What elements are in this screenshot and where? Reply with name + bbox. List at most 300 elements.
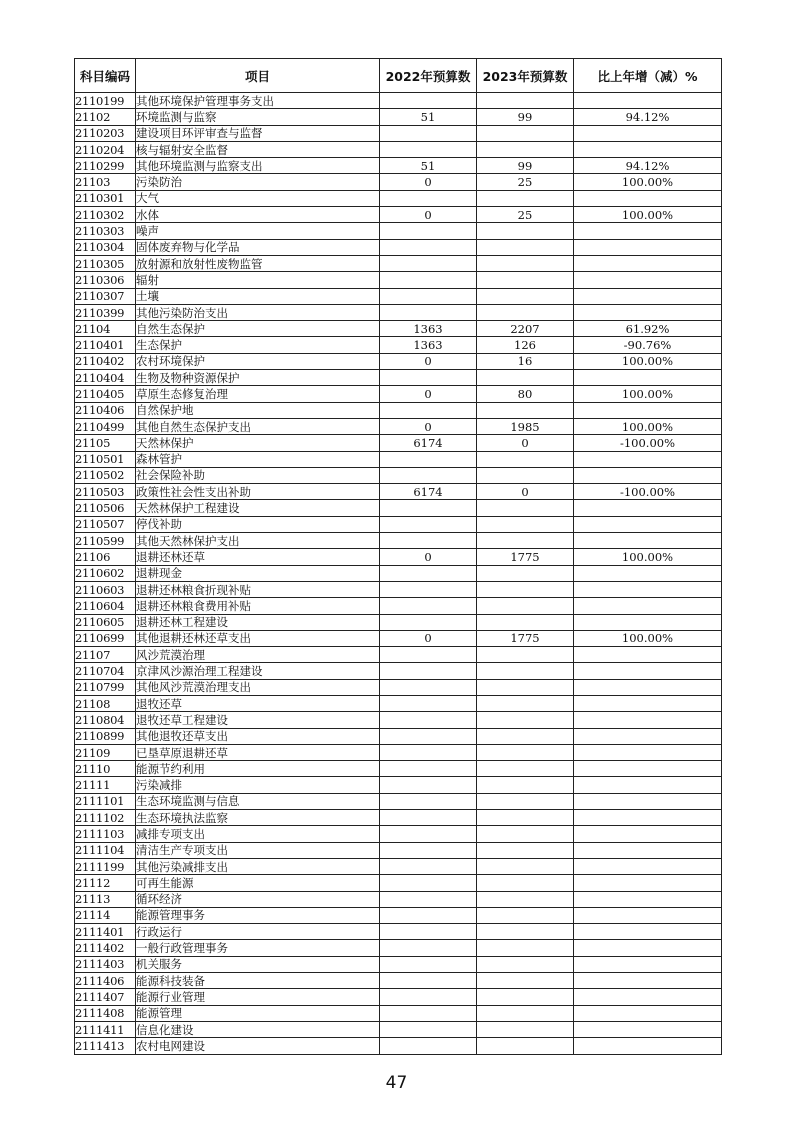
cell-code: 2110499 — [75, 418, 136, 434]
cell-code: 2110804 — [75, 712, 136, 728]
cell-item-name: 森林管护 — [136, 451, 380, 467]
cell-budget-2023 — [477, 826, 574, 842]
cell-change-percent — [574, 239, 722, 255]
cell-item-name: 生物及物种资源保护 — [136, 370, 380, 386]
cell-budget-2022 — [380, 728, 477, 744]
cell-budget-2022 — [380, 304, 477, 320]
cell-item-name: 京津风沙源治理工程建设 — [136, 663, 380, 679]
cell-code: 2111103 — [75, 826, 136, 842]
cell-budget-2023 — [477, 190, 574, 206]
table-row — [75, 712, 722, 728]
cell-code: 2111408 — [75, 1005, 136, 1021]
table-row — [75, 174, 722, 190]
cell-budget-2022 — [380, 272, 477, 288]
cell-budget-2023 — [477, 744, 574, 760]
cell-item-name: 生态环境监测与信息 — [136, 793, 380, 809]
cell-change-percent: 100.00% — [574, 207, 722, 223]
cell-budget-2022 — [380, 973, 477, 989]
cell-budget-2023 — [477, 370, 574, 386]
cell-code: 2110305 — [75, 255, 136, 271]
table-row — [75, 810, 722, 826]
cell-item-name: 停伐补助 — [136, 516, 380, 532]
cell-item-name: 风沙荒漠治理 — [136, 647, 380, 663]
table-row — [75, 1038, 722, 1054]
cell-budget-2023 — [477, 761, 574, 777]
cell-change-percent — [574, 777, 722, 793]
cell-code: 2110406 — [75, 402, 136, 418]
cell-item-name: 水体 — [136, 207, 380, 223]
cell-budget-2023 — [477, 467, 574, 483]
cell-budget-2022: 1363 — [380, 337, 477, 353]
cell-item-name: 农村环境保护 — [136, 353, 380, 369]
cell-item-name: 噪声 — [136, 223, 380, 239]
cell-budget-2023 — [477, 793, 574, 809]
cell-code: 2110503 — [75, 484, 136, 500]
table-row — [75, 973, 722, 989]
header-budget-2023: 2023年预算数 — [477, 59, 574, 93]
cell-code: 21105 — [75, 435, 136, 451]
table-row — [75, 451, 722, 467]
cell-change-percent — [574, 924, 722, 940]
table-row — [75, 1021, 722, 1037]
cell-item-name: 能源行业管理 — [136, 989, 380, 1005]
cell-change-percent: -90.76% — [574, 337, 722, 353]
cell-budget-2022 — [380, 581, 477, 597]
table-row — [75, 842, 722, 858]
cell-budget-2022: 51 — [380, 158, 477, 174]
table-row — [75, 516, 722, 532]
cell-item-name: 放射源和放射性废物监管 — [136, 255, 380, 271]
cell-change-percent — [574, 663, 722, 679]
cell-budget-2022 — [380, 924, 477, 940]
cell-budget-2023: 0 — [477, 484, 574, 500]
cell-budget-2022 — [380, 940, 477, 956]
cell-budget-2023: 2207 — [477, 321, 574, 337]
cell-budget-2023 — [477, 141, 574, 157]
cell-change-percent: 100.00% — [574, 386, 722, 402]
cell-code: 2110605 — [75, 614, 136, 630]
cell-change-percent — [574, 141, 722, 157]
cell-budget-2023 — [477, 875, 574, 891]
cell-budget-2022: 0 — [380, 174, 477, 190]
cell-code: 2110302 — [75, 207, 136, 223]
cell-budget-2022 — [380, 239, 477, 255]
cell-budget-2023 — [477, 516, 574, 532]
cell-change-percent — [574, 793, 722, 809]
cell-code: 21114 — [75, 907, 136, 923]
cell-budget-2023 — [477, 1038, 574, 1054]
table-row — [75, 581, 722, 597]
cell-budget-2022 — [380, 761, 477, 777]
cell-item-name: 其他污染防治支出 — [136, 304, 380, 320]
cell-budget-2022 — [380, 777, 477, 793]
cell-change-percent — [574, 761, 722, 777]
header-budget-2022: 2022年预算数 — [380, 59, 477, 93]
cell-change-percent — [574, 402, 722, 418]
cell-budget-2022 — [380, 125, 477, 141]
cell-item-name: 清洁生产专项支出 — [136, 842, 380, 858]
table-body — [75, 93, 722, 1055]
cell-budget-2023 — [477, 891, 574, 907]
cell-change-percent — [574, 875, 722, 891]
cell-item-name: 能源管理事务 — [136, 907, 380, 923]
cell-budget-2022 — [380, 288, 477, 304]
cell-budget-2022 — [380, 500, 477, 516]
cell-item-name: 自然保护地 — [136, 402, 380, 418]
cell-code: 21104 — [75, 321, 136, 337]
cell-code: 2110299 — [75, 158, 136, 174]
cell-budget-2023 — [477, 581, 574, 597]
cell-budget-2022 — [380, 679, 477, 695]
cell-budget-2023: 25 — [477, 174, 574, 190]
table-row — [75, 940, 722, 956]
cell-budget-2023 — [477, 777, 574, 793]
cell-budget-2022 — [380, 826, 477, 842]
cell-budget-2022 — [380, 223, 477, 239]
cell-item-name: 循环经济 — [136, 891, 380, 907]
cell-budget-2023: 99 — [477, 158, 574, 174]
cell-item-name: 机关服务 — [136, 956, 380, 972]
cell-budget-2022 — [380, 93, 477, 109]
cell-change-percent — [574, 288, 722, 304]
cell-change-percent — [574, 598, 722, 614]
cell-budget-2023 — [477, 728, 574, 744]
header-subject-code: 科目编码 — [75, 59, 136, 93]
cell-item-name: 社会保险补助 — [136, 467, 380, 483]
cell-code: 2110307 — [75, 288, 136, 304]
table-row — [75, 549, 722, 565]
cell-budget-2023 — [477, 304, 574, 320]
budget-table — [74, 58, 722, 1055]
cell-budget-2022: 0 — [380, 549, 477, 565]
cell-budget-2022: 6174 — [380, 484, 477, 500]
cell-budget-2023: 80 — [477, 386, 574, 402]
cell-code: 2110602 — [75, 565, 136, 581]
cell-code: 2111104 — [75, 842, 136, 858]
table-row — [75, 614, 722, 630]
cell-budget-2023 — [477, 288, 574, 304]
cell-change-percent — [574, 614, 722, 630]
table-row — [75, 598, 722, 614]
cell-budget-2023 — [477, 956, 574, 972]
cell-change-percent — [574, 647, 722, 663]
cell-code: 21110 — [75, 761, 136, 777]
cell-item-name: 污染防治 — [136, 174, 380, 190]
cell-budget-2023 — [477, 858, 574, 874]
cell-item-name: 天然林保护 — [136, 435, 380, 451]
table-row — [75, 858, 722, 874]
cell-budget-2022 — [380, 190, 477, 206]
cell-budget-2022 — [380, 565, 477, 581]
cell-code: 2110603 — [75, 581, 136, 597]
table-row — [75, 793, 722, 809]
cell-item-name: 一般行政管理事务 — [136, 940, 380, 956]
cell-budget-2023: 99 — [477, 109, 574, 125]
cell-item-name: 自然生态保护 — [136, 321, 380, 337]
cell-code: 2110402 — [75, 353, 136, 369]
cell-change-percent — [574, 1005, 722, 1021]
cell-change-percent — [574, 565, 722, 581]
cell-item-name: 其他环境保护管理事务支出 — [136, 93, 380, 109]
cell-change-percent — [574, 223, 722, 239]
cell-budget-2023 — [477, 223, 574, 239]
cell-change-percent — [574, 810, 722, 826]
cell-code: 2110899 — [75, 728, 136, 744]
cell-budget-2022 — [380, 1021, 477, 1037]
cell-code: 2111101 — [75, 793, 136, 809]
cell-change-percent: 100.00% — [574, 549, 722, 565]
cell-item-name: 生态保护 — [136, 337, 380, 353]
table-row — [75, 223, 722, 239]
cell-change-percent: 100.00% — [574, 418, 722, 434]
cell-item-name: 退耕现金 — [136, 565, 380, 581]
table-row — [75, 875, 722, 891]
cell-budget-2022: 6174 — [380, 435, 477, 451]
table-row — [75, 761, 722, 777]
cell-change-percent — [574, 1038, 722, 1054]
cell-change-percent — [574, 125, 722, 141]
header-row — [75, 59, 722, 93]
cell-budget-2023 — [477, 1021, 574, 1037]
table-row — [75, 304, 722, 320]
cell-item-name: 土壤 — [136, 288, 380, 304]
cell-item-name: 减排专项支出 — [136, 826, 380, 842]
cell-code: 2111413 — [75, 1038, 136, 1054]
cell-budget-2023 — [477, 598, 574, 614]
cell-budget-2023 — [477, 679, 574, 695]
cell-budget-2022 — [380, 858, 477, 874]
table-row — [75, 565, 722, 581]
table-row — [75, 239, 722, 255]
cell-budget-2023 — [477, 239, 574, 255]
cell-budget-2022: 1363 — [380, 321, 477, 337]
table-row — [75, 435, 722, 451]
cell-code: 2110604 — [75, 598, 136, 614]
cell-budget-2023: 1775 — [477, 630, 574, 646]
cell-budget-2022 — [380, 598, 477, 614]
cell-change-percent: -100.00% — [574, 484, 722, 500]
cell-change-percent — [574, 695, 722, 711]
cell-budget-2023 — [477, 940, 574, 956]
cell-code: 2110799 — [75, 679, 136, 695]
cell-code: 2110502 — [75, 467, 136, 483]
table-row — [75, 109, 722, 125]
cell-budget-2022 — [380, 647, 477, 663]
cell-change-percent — [574, 467, 722, 483]
cell-budget-2022: 0 — [380, 386, 477, 402]
table-row — [75, 288, 722, 304]
table-row — [75, 989, 722, 1005]
cell-budget-2023 — [477, 451, 574, 467]
cell-item-name: 辐射 — [136, 272, 380, 288]
cell-budget-2023: 0 — [477, 435, 574, 451]
cell-budget-2023: 126 — [477, 337, 574, 353]
cell-budget-2023 — [477, 533, 574, 549]
cell-budget-2023: 1775 — [477, 549, 574, 565]
table-row — [75, 907, 722, 923]
cell-change-percent — [574, 533, 722, 549]
cell-change-percent — [574, 907, 722, 923]
table-row — [75, 956, 722, 972]
header-item: 项目 — [136, 59, 380, 93]
cell-change-percent: 61.92% — [574, 321, 722, 337]
table-row — [75, 1005, 722, 1021]
cell-budget-2023 — [477, 402, 574, 418]
cell-change-percent — [574, 989, 722, 1005]
cell-item-name: 退牧还草 — [136, 695, 380, 711]
cell-item-name: 已垦草原退耕还草 — [136, 744, 380, 760]
cell-code: 2111407 — [75, 989, 136, 1005]
cell-budget-2022 — [380, 907, 477, 923]
cell-change-percent: 94.12% — [574, 109, 722, 125]
cell-budget-2023 — [477, 810, 574, 826]
cell-code: 2110303 — [75, 223, 136, 239]
cell-code: 2110501 — [75, 451, 136, 467]
cell-code: 21103 — [75, 174, 136, 190]
cell-code: 2111102 — [75, 810, 136, 826]
cell-change-percent — [574, 500, 722, 516]
cell-budget-2022: 51 — [380, 109, 477, 125]
table-row — [75, 728, 722, 744]
table-row — [75, 402, 722, 418]
cell-budget-2022 — [380, 533, 477, 549]
cell-change-percent — [574, 973, 722, 989]
cell-code: 21107 — [75, 647, 136, 663]
cell-item-name: 固体废弃物与化学品 — [136, 239, 380, 255]
cell-code: 2110599 — [75, 533, 136, 549]
cell-item-name: 能源科技装备 — [136, 973, 380, 989]
cell-change-percent — [574, 370, 722, 386]
table-row — [75, 370, 722, 386]
table-row — [75, 158, 722, 174]
cell-code: 2111411 — [75, 1021, 136, 1037]
cell-budget-2023 — [477, 255, 574, 271]
cell-budget-2023 — [477, 500, 574, 516]
cell-budget-2023 — [477, 712, 574, 728]
cell-change-percent — [574, 712, 722, 728]
cell-budget-2023 — [477, 272, 574, 288]
cell-code: 21102 — [75, 109, 136, 125]
table-row — [75, 125, 722, 141]
table-row — [75, 679, 722, 695]
cell-budget-2022 — [380, 956, 477, 972]
cell-code: 2110404 — [75, 370, 136, 386]
cell-budget-2023: 16 — [477, 353, 574, 369]
cell-budget-2023 — [477, 1005, 574, 1021]
cell-budget-2022 — [380, 989, 477, 1005]
cell-budget-2022 — [380, 810, 477, 826]
cell-code: 2110304 — [75, 239, 136, 255]
cell-item-name: 其他自然生态保护支出 — [136, 418, 380, 434]
cell-budget-2023 — [477, 989, 574, 1005]
cell-budget-2023 — [477, 842, 574, 858]
cell-budget-2023 — [477, 647, 574, 663]
cell-budget-2023 — [477, 973, 574, 989]
cell-budget-2022 — [380, 744, 477, 760]
cell-change-percent: 100.00% — [574, 353, 722, 369]
page-number: 47 — [385, 1073, 408, 1093]
cell-budget-2022 — [380, 614, 477, 630]
cell-change-percent: 100.00% — [574, 174, 722, 190]
cell-budget-2022: 0 — [380, 418, 477, 434]
cell-budget-2023 — [477, 565, 574, 581]
table-row — [75, 255, 722, 271]
cell-item-name: 其他污染减排支出 — [136, 858, 380, 874]
cell-budget-2022 — [380, 842, 477, 858]
cell-code: 21111 — [75, 777, 136, 793]
cell-item-name: 退耕还林还草 — [136, 549, 380, 565]
cell-change-percent — [574, 744, 722, 760]
cell-code: 21112 — [75, 875, 136, 891]
cell-item-name: 信息化建设 — [136, 1021, 380, 1037]
cell-code: 2110306 — [75, 272, 136, 288]
table-row — [75, 630, 722, 646]
cell-item-name: 天然林保护工程建设 — [136, 500, 380, 516]
cell-change-percent — [574, 190, 722, 206]
table-row — [75, 321, 722, 337]
cell-item-name: 其他风沙荒漠治理支出 — [136, 679, 380, 695]
cell-item-name: 其他环境监测与监察支出 — [136, 158, 380, 174]
table-row — [75, 207, 722, 223]
cell-item-name: 能源管理 — [136, 1005, 380, 1021]
table-row — [75, 744, 722, 760]
cell-budget-2022 — [380, 793, 477, 809]
cell-item-name: 退牧还草工程建设 — [136, 712, 380, 728]
cell-budget-2023 — [477, 907, 574, 923]
cell-code: 21109 — [75, 744, 136, 760]
cell-change-percent — [574, 842, 722, 858]
cell-budget-2023 — [477, 125, 574, 141]
cell-budget-2022: 0 — [380, 353, 477, 369]
cell-change-percent: 94.12% — [574, 158, 722, 174]
cell-budget-2023: 1985 — [477, 418, 574, 434]
cell-change-percent — [574, 826, 722, 842]
cell-code: 2110301 — [75, 190, 136, 206]
cell-budget-2022 — [380, 1005, 477, 1021]
cell-change-percent — [574, 93, 722, 109]
cell-change-percent — [574, 516, 722, 532]
cell-budget-2023 — [477, 663, 574, 679]
table-row — [75, 924, 722, 940]
table-header — [75, 59, 722, 93]
cell-item-name: 退耕还林粮食费用补贴 — [136, 598, 380, 614]
table-row — [75, 386, 722, 402]
cell-code: 2110199 — [75, 93, 136, 109]
cell-change-percent — [574, 956, 722, 972]
cell-code: 2111403 — [75, 956, 136, 972]
cell-budget-2023: 25 — [477, 207, 574, 223]
cell-budget-2022 — [380, 141, 477, 157]
cell-code: 2110401 — [75, 337, 136, 353]
cell-budget-2023 — [477, 614, 574, 630]
cell-budget-2022 — [380, 712, 477, 728]
header-change-percent: 比上年增（减）% — [574, 59, 722, 93]
cell-budget-2022 — [380, 663, 477, 679]
cell-code: 21113 — [75, 891, 136, 907]
cell-code: 2111402 — [75, 940, 136, 956]
cell-change-percent — [574, 581, 722, 597]
cell-code: 2110507 — [75, 516, 136, 532]
cell-item-name: 建设项目环评审查与监督 — [136, 125, 380, 141]
cell-item-name: 退耕还林工程建设 — [136, 614, 380, 630]
cell-change-percent: 100.00% — [574, 630, 722, 646]
cell-item-name: 政策性社会性支出补助 — [136, 484, 380, 500]
cell-budget-2022 — [380, 467, 477, 483]
cell-code: 21106 — [75, 549, 136, 565]
cell-budget-2023 — [477, 695, 574, 711]
cell-budget-2022 — [380, 402, 477, 418]
cell-change-percent — [574, 451, 722, 467]
